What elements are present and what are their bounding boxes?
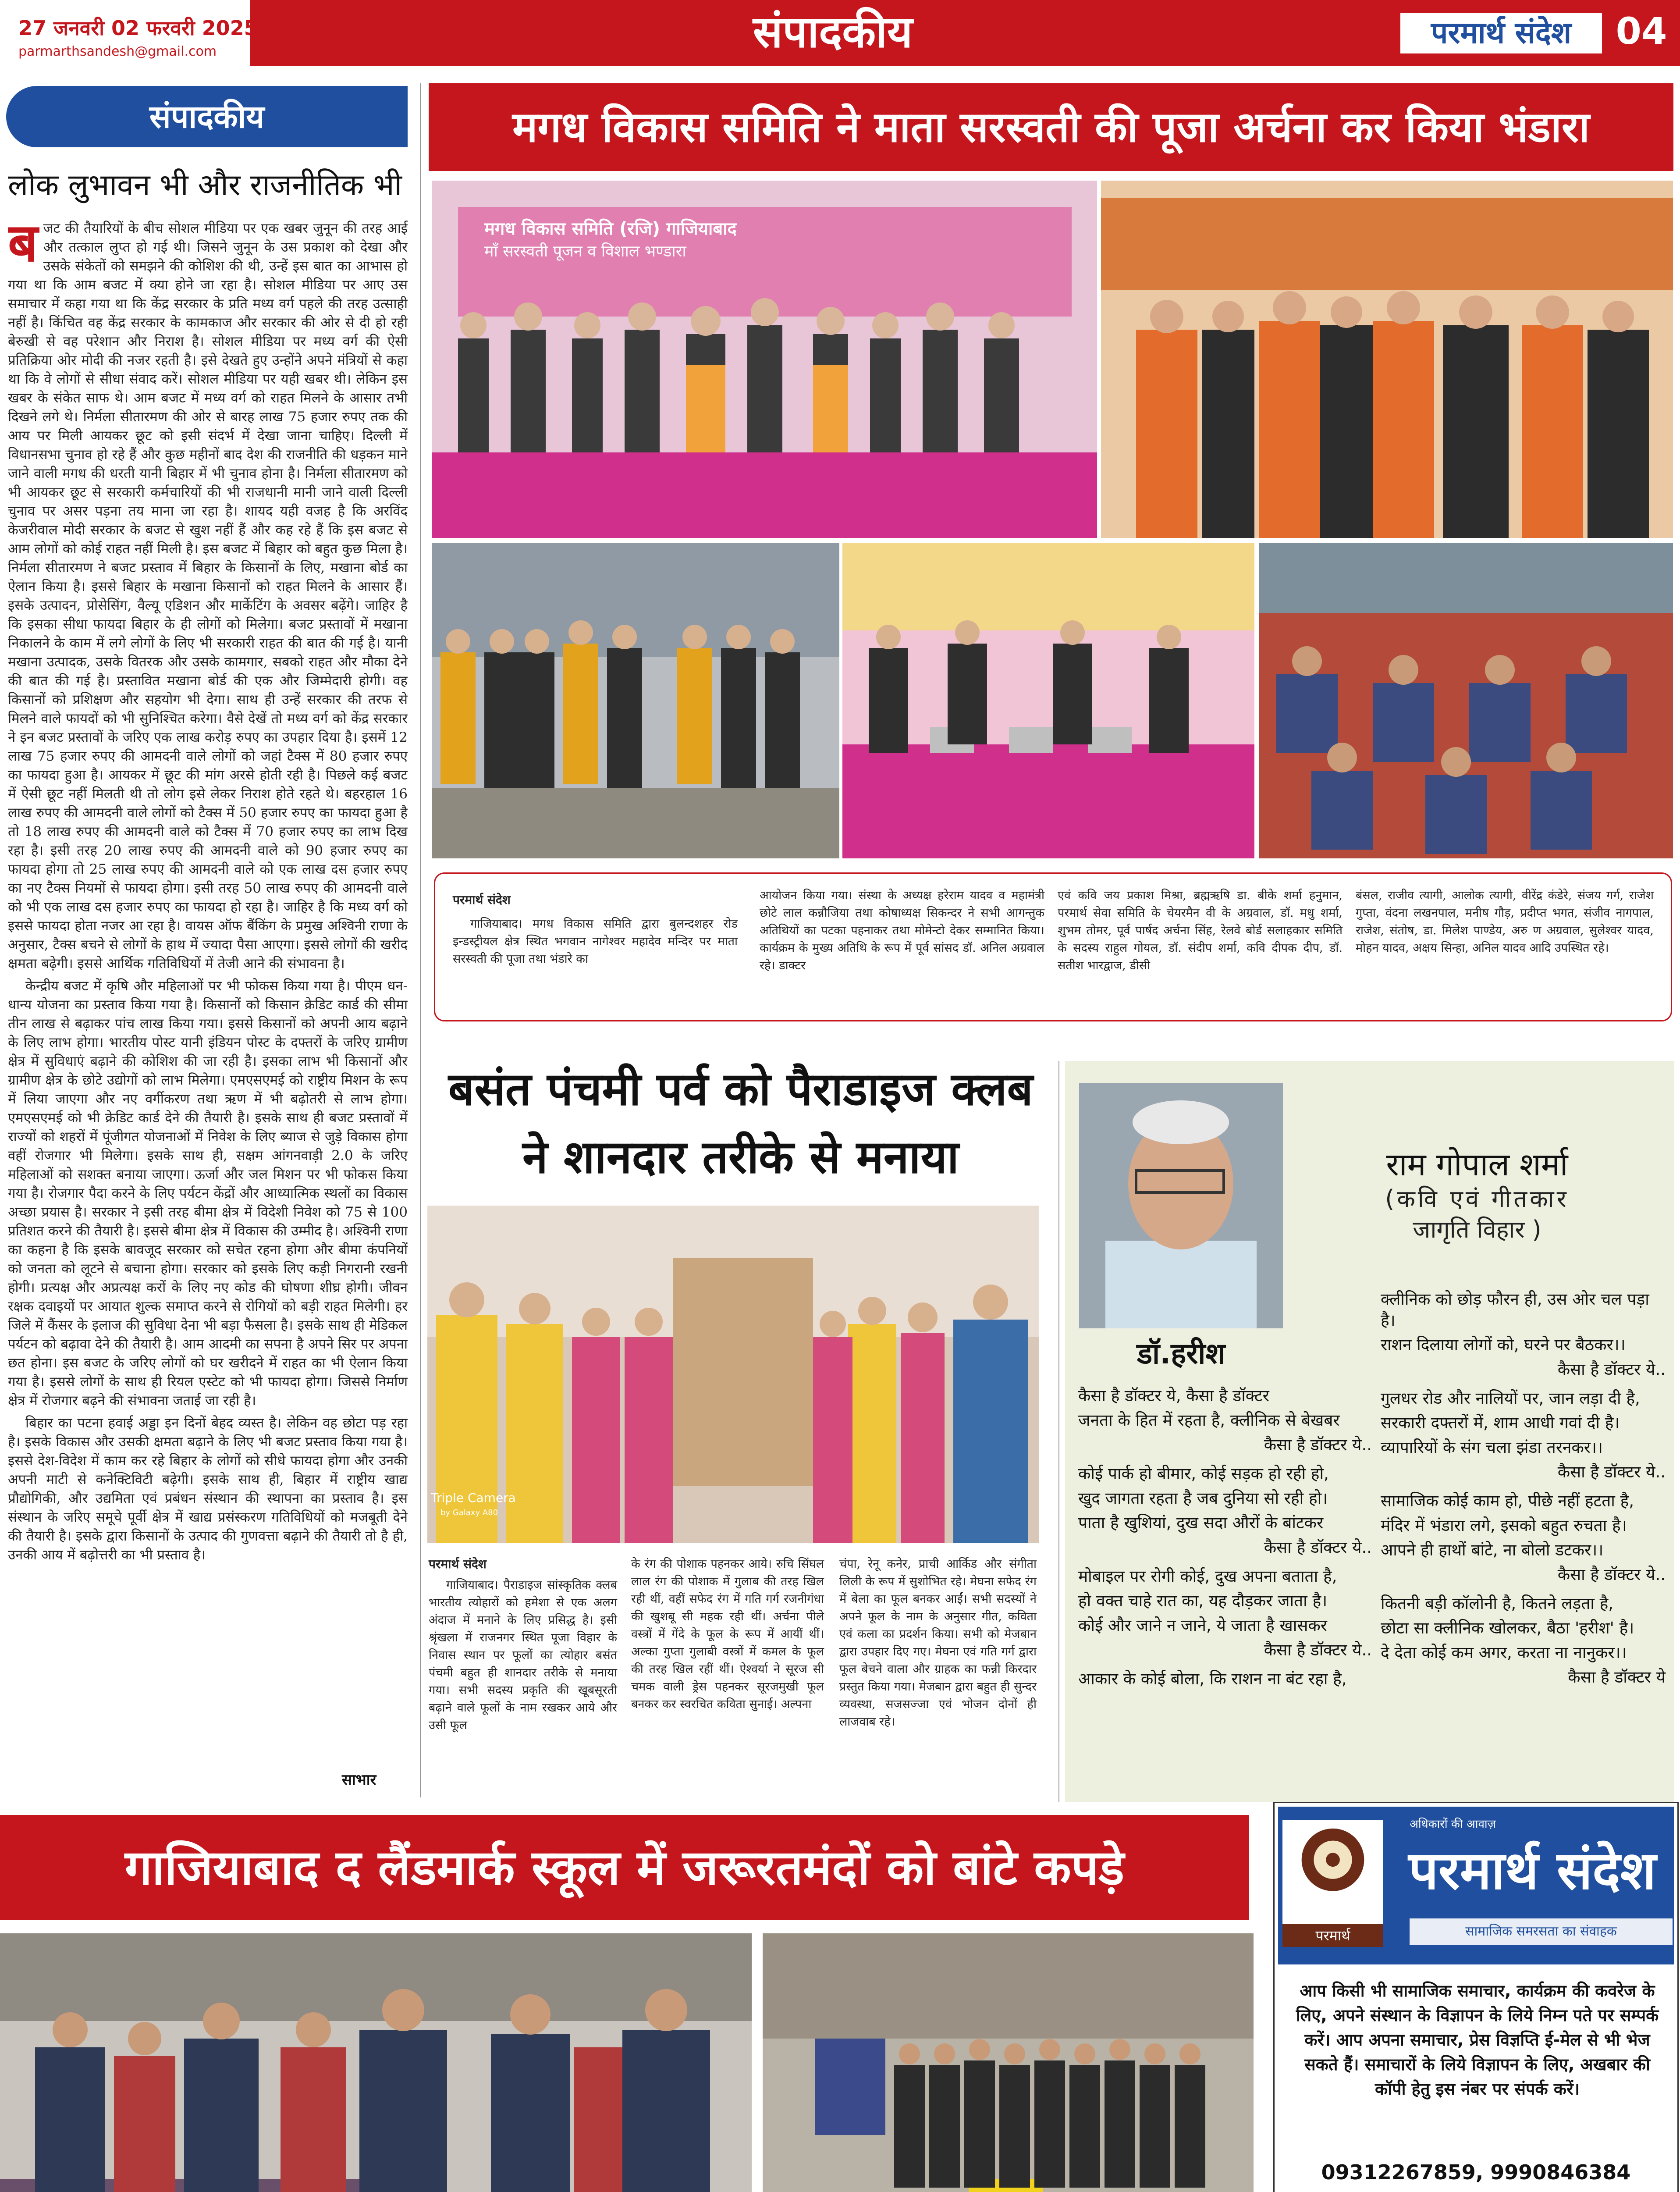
editorial-body	[8, 219, 408, 1793]
poem-line: मोबाइल पर रोगी कोई, दुख अपना बताता है,	[1078, 1567, 1337, 1586]
editorial-paragraph: केन्द्रीय बजट में कृषि और महिलाओं पर भी फोकस किया गया है। पीएम धन-धान्य योजना का प्रस्ताव किया गया है। किसानों को किसान क्रेडिट कार्ड की सीमा तीन लाख से बढ़ाकर पांच लाख किया गया। इससे किसानों को अपनी आय बढ़ाने के लिए लाभ होगा। भारतीय पोस्ट यानी इंडियन पोस्ट के दफ्तरों के जरिए ग्रामीण क्षेत्र में सुविधाएं बढ़ाने की कोशिश की जा रही है। इसका लाभ भी किसानों और ग्रामीण क्षेत्र के छोटे उद्योगों को लाभ मिलेगा। एमएसएमई को राष्ट्रीय मिशन के रूप में लिया जाएगा और नए वर्गीकरण तथा ऋण में भी बढ़ोतरी से लाभ होगा। एमएसएमई को भी क्रेडिट कार्ड देने की तैयारी है। इसके साथ ही बजट प्रस्तावों में राज्यों को शहरों में पूंजीगत योजनाओं में निवेश के लिए ब्याज से जुड़े विकास होगा वहीं रोजगार भी मिलेगा। इसके साथ ही, सक्षम आंगनवाड़ी 2.0 के जरिए महिलाओं को सशक्त बनाया जाएगा। ऊर्जा और जल मिशन पर भी फोकस किया गया है। रोजगार पैदा करने के लिए पर्यटन केंद्रों और आध्यात्मिक स्थलों का विकास अच्छा प्रयास है। सरकार ने इसी तरह बीमा क्षेत्र में विदेशी निवेश को 75 से 100 प्रतिशत करने की तैयारी है। इससे बीमा क्षेत्र में विकास की उम्मीद है। अश्विनी राणा का कहना है कि इसके बावजूद सरकार को सचेत रहना होगा और बीमा कंपनियों को जनता को लूटने से बचाना होगा। सरकार को इसके लिए कड़ी निगरानी रखनी होगी। प्रत्यक्ष और अप्रत्यक्ष करों के लिए नए कोड की घोषणा शीघ्र होगी। जीवन रक्षक दवाइयों पर आयात शुल्क समाप्त करने से रोगियों को बड़ी राहत मिलेगी। हर जिले में कैंसर के इलाज की सुविधा देना भी बड़ा फैसला है। इसके साथ ही मेडिकल पर्यटन को बढ़ावा देने की तैयारी है। आम आदमी का सपना है अपने सिर पर अपना छत होना। इस बजट के जरिए लोगों को घर खरीदने में राहत का भी ऐलान किया गया है। इससे लोगों के साथ ही रियल एस्टेट को भी फायदा होगा। जिससे निर्माण क्षेत्र में रोजगार बढ़ने की संभावना जताई जा रही है।	[8, 978, 408, 1409]
poem-box	[1065, 1061, 1674, 1802]
story3-photo-school	[763, 1933, 1254, 2192]
story1-photo-stage	[432, 181, 1097, 538]
poem-line: सामाजिक कोई काम हो, पीछे नहीं हटता है,	[1381, 1491, 1634, 1510]
editorial-paragraph: जट की तैयारियों के बीच सोशल मीडिया पर एक खबर जुनून की तरह आई और तत्काल लुप्त हो गई थी। जिसने जुनून के उस प्रकाश को देखा और उसके संकेतों को समझने की कोशिश की थी, उन्हें इस बात का आभास हो गया था कि आम बजट में क्या होने जा रहा है। सोशल मीडिया पर आए उस समाचार में कहा गया था कि केंद्र सरकार के प्रति मध्य वर्ग पहले की तरह उत्साही नहीं है। किंचित वह केंद्र सरकार के कामकाज और सरकार की ओर से दी हो रही बेरुखी से वह परेशान और निराश है। सोशल मीडिया पर मध्य वर्ग की ऐसी प्रतिक्रिया ओर मोदी की नजर रहती है। इसे देखते हुए उन्होंने अपने मंत्रियों से कहा था कि वे लोगों से सीधा संवाद करें। सोशल मीडिया पर यही खबर थी। लेकिन इस खबर के संकेत साफ थे। आम बजट में मध्य वर्ग को राहत मिलने के आसार तभी दिखने लगे थे। निर्मला सीतारमण की ओर से बारह लाख 75 हजार रुपए तक की आय पर मिली आयकर छूट को इसी संदर्भ में देखा जाना चाहिए। दिल्ली में विधानसभा चुनाव हो रहे हैं और कुछ महीनों बाद देश की राजनीति की धड़कन माने जाने वाली मगध की धरती यानी बिहार में भी चुनाव होना है। निर्मला सीतारमण को भी आयकर छूट से सरकारी कर्मचारियों की भी राजधानी मानी जाने वाली दिल्ली चुनाव पर असर पड़ना तय माना जा रहा है। शायद यही वजह है कि अरविंद केजरीवाल मोदी सरकार के बजट से खुश नहीं हैं और कह रहे हैं कि इस बजट से आम लोगों को कोई राहत नहीं मिली है। इस बजट में बिहार को बहुत कुछ मिला है। निर्मला सीतारमण ने बजट प्रस्ताव में बिहार के किसानों के लिए, मखाना बोर्ड का ऐलान किया है। इससे बिहार के मखाना किसानों को राहत मिलने के आसार हैं। इसके उत्पादन, प्रोसेसिंग, वैल्यू एडिशन और मार्केटिंग के अवसर बढ़ेंगे। जाहिर है कि इसका सीधा फायदा बिहार के ही लोगों को मिलेगा। बजट प्रस्तावों में मखाना निकालने के काम में लगे लोगों के लिए भी सरकारी राहत की बात की गई है। यानी मखाना उत्पादक, उसके वितरक और उसके कामगार, सबको राहत और मौका देने की बात की गई है। प्रस्तावित मखाना बोर्ड की एक और जिम्मेदारी होगी। वह किसानों को प्रशिक्षण और सहयोग भी देगा। साथ ही उन्हें सरकार की तरफ से मिलने वाले फायदों को भी सुनिश्चित करेगा। वैसे देखें तो मध्य वर्ग को केंद्र सरकार ने इन बजट प्रस्तावों के जरिए एक लाख करोड़ रुपए का उपहार दिया है। इसमें 12 लाख 75 हजार रुपए की आमदनी वाले लोगों को जहां टैक्स में 80 हजार रुपए का फायदा हुआ है। आयकर में छूट की मांग अरसे होती रही है। पिछले कई बजट में ऐसी छूट नहीं मिलती थी तो लोग इसे लेकर निराश होते रहते थे। बहरहाल 16 लाख रुपए की आमदनी वाले लोगों को टैक्स में 50 हजार रुपए का फायदा हुआ है तो 18 लाख रुपए की आमदनी वाले को टैक्स में 70 हजार रुपए का लाभ दिख रहा है। इसी तरह 20 लाख रुपए की आमदनी वाले को 90 हजार रुपए का फायदा होगा तो 25 लाख रुपए की आमदनी वाले को एक लाख दस हजार रुपए का नए टैक्स नियमों से फायदा होगा। इसी तरह 50 लाख रुपए की आमदनी वाले को भी एक लाख दस हजार रुपए का फायदा हो रहा है। जाहिर है कि मध्य वर्ग को इससे फायदा होता नजर आ रहा है। वायस ऑफ बैंकिंग के प्रमुख अश्विनी राणा के अनुसार, टैक्स बचने से लोगों के हाथ में ज्यादा पैसा आएगा। इससे लोगों की खरीद क्षमता बढ़ेगी। इससे आर्थिक गतिविधियों में तेजी आने की संभावना है।	[8, 221, 408, 971]
poem-left-column	[1078, 1385, 1372, 1693]
masthead	[0, 0, 1680, 66]
poem-line: पाता है खुशियां, दुख सदा औरों के बांटकर	[1078, 1513, 1324, 1532]
story1-photo-children	[1259, 543, 1673, 858]
ad-topline: अधिकारों की आवाज़	[1410, 1818, 1496, 1831]
poem-line: खुद जागता रहता है जब दुनिया सो रही हो।	[1078, 1489, 1328, 1508]
poem-line: दे देता कोई कम अगर, करता ना नानुकर।।	[1381, 1643, 1627, 1662]
ad-title: परमार्थ संदेश	[1408, 1840, 1656, 1901]
poem-refrain: कैसा है डॉक्टर ये	[1568, 1668, 1666, 1687]
poem-line: राशन दिलाया लोगों को, घरने पर बैठकर।।	[1381, 1335, 1626, 1354]
poem-line: कोई पार्क हो बीमार, कोई सड़क हो रही हो,	[1078, 1464, 1329, 1483]
banner-text-line1: मगध विकास समिति (रजि) गाजियाबाद	[484, 219, 737, 239]
ad-box	[1273, 1802, 1679, 2192]
story1-headline: मगध विकास समिति ने माता सरस्वती की पूजा अर्चना कर किया भंडारा	[429, 83, 1673, 171]
story2-headline-line1: बसंत पंचमी पर्व को पैराडाइज क्लब	[448, 1062, 1033, 1116]
story2-photo	[427, 1206, 1039, 1543]
story2-byline: परमार्थ संदेश	[429, 1557, 487, 1571]
poem-refrain: कैसा है डॉक्टर ये..	[1557, 1360, 1666, 1379]
poem-line: मंदिर में भंडारा लगे, इसको बहुत रुचता है।	[1381, 1516, 1627, 1535]
editorial-paragraph: बिहार का पटना हवाई अड्डा इन दिनों बेहद व्यस्त है। लेकिन वह छोटा पड़ रहा है। इसके विकास और उसकी क्षमता बढ़ाने के लिए भी बजट प्रस्ताव किया गया है। इससे देश-विदेश में काम कर रहे बिहार के लोगों को सीधे फायदा होगा और उनकी अपनी माटी से कनेक्टिविटी बढ़ेगी। इसके साथ ही, बिहार में राष्ट्रीय खाद्य प्रौद्योगिकी, और उद्यमिता एवं प्रबंधन संस्थान की स्थापना का प्रस्ताव है। इस संस्थान के जरिए समूचे पूर्वी क्षेत्र में खाद्य प्रसंस्करण गतिविधियों को मजबूती देने की तैयारी है। इसके द्वारा किसानों के उत्पाद की गुणवत्ता बढ़ाने की तैयारी तो है ही, उनकी आय में बढ़ोत्तरी का भी प्रस्ताव है।	[8, 1415, 408, 1563]
editorial-label: संपादकीय	[6, 86, 408, 147]
ad-banner	[1278, 1807, 1674, 1964]
poet-portrait	[1079, 1083, 1283, 1328]
poem-line: क्लीनिक को छोड़ फौरन ही, उस ओर चल पड़ा है।	[1381, 1290, 1649, 1330]
photo-watermark-line2: by Galaxy A80	[440, 1508, 498, 1517]
poem-line: छोटा सा क्लीनिक खोलकर, बैठा 'हरीश' है।	[1381, 1619, 1634, 1637]
poem-refrain: कैसा है डॉक्टर ये..	[1264, 1435, 1372, 1454]
poem-refrain: कैसा है डॉक्टर ये..	[1557, 1463, 1666, 1481]
masthead-email: parmarthsandesh@gmail.com	[18, 44, 217, 59]
poem-refrain: कैसा है डॉक्टर ये..	[1557, 1565, 1666, 1584]
photo-watermark-line1: Triple Camera	[431, 1491, 516, 1505]
poem-line: आपने ही हाथों बांटे, ना बोलो डटकर।।	[1381, 1541, 1604, 1559]
issue-date: 27 जनवरी 02 फरवरी 2025	[18, 16, 258, 40]
story1-col-3: एवं कवि जय प्रकाश मिश्रा, ब्रह्मऋषि डा. बीके शर्मा हनुमान, परमार्थ सेवा समिति के चेयरमैन वी के अग्रवाल, डॉ. मधु शर्मा, शुभम तोमर, पूर्व पार्षद अर्चना सिंह, रेलवे बोर्ड सलाहकार समिति के सदस्य राहुल गोयल, डॉ. संदीप शर्मा, कवि दीपक दीप, डॉ. सतीश भारद्वाज, डीसी	[1058, 889, 1343, 972]
editorial-dropcap: ब	[8, 219, 38, 274]
poem-right-column	[1381, 1289, 1666, 1696]
story1-byline: परमार्थ संदेश	[453, 893, 511, 907]
poem-line: कितनी बड़ी कॉलोनी है, कितने लड़ता है,	[1381, 1594, 1614, 1613]
ad-subtitle: सामाजिक समरसता का संवाहक	[1410, 1918, 1673, 1945]
poem-line: जनता के हित में रहता है, क्लीनिक से बेखबर	[1078, 1411, 1340, 1430]
story1-textbox	[434, 872, 1672, 1021]
story2-col-3: चंपा, रेनू कनेर, प्राची आर्किड और संगीता लिली के रूप में सुशोभित रहे। मेघना सफेद रंग में बेला का फूल बनकर आईं। सभी सदस्यों ने अपने फूल के नाम के अनुसार गीत, कविता एवं कला का प्रदर्शन किया। सभी को मेजबान द्वारा उपहार दिए गए। मेघना एवं गति गर्ग द्वारा फूल बेचने वाला और ग्राहक का फन्नी किरदार प्रस्तुत किया गया। मेजबान द्वारा बहुत ही सुन्दर व्यवस्था, सजसज्जा एवं भोजन दोनों ही लाजवाब रहे।	[839, 1557, 1037, 1729]
poet-name: राम गोपाल शर्मा	[1386, 1146, 1568, 1183]
editorial-title: लोक लुभावन भी और राजनीतिक भी	[8, 168, 402, 203]
story2-col-2: के रंग की पोशाक पहनकर आये। रुचि सिंघल लाल रंग की पोशाक में गुलाब की तरह खिल रही थीं, वहीं सफेद रंग में गति गर्ग रजनीगंधा की खुशबू सी महक रही थीं। अर्चना पीले वस्त्रों में गेंदे के फूल के रूप में आयीं थीं। अल्का गुप्ता गुलाबी वस्त्रों में कमल के फूल की तरह खिल रहीं थीं। ऐश्वर्या ने सूरज सी चमक वाली ड्रेस पहनकर सूरजमुखी फूल बनकर कर स्वरचित कविता सुनाई। अल्पना	[631, 1557, 824, 1711]
story3-photo-distribution	[0, 1933, 752, 2192]
poem-line: सरकारी दफ्तरों में, शाम आधी गवां दी है।	[1381, 1413, 1620, 1432]
masthead-date-block	[0, 0, 258, 66]
poem-title: डॉ.हरीश	[1137, 1337, 1225, 1370]
ad-phones: 09312267859, 9990846384	[1321, 2160, 1631, 2184]
story1-col-2: आयोजन किया गया। संस्था के अध्यक्ष हरेराम यादव व महामंत्री छोटे लाल कन्नौजिया तथा कोषाध्यक्ष सिकन्दर ने सभी आगन्तुक अतिथियों का पटका पहनाकर तथा मोमेन्टो देकर सम्मानित किया। कार्यक्रम के मुख्य अतिथि के रूप में पूर्व सांसद डॉ. अनिल अग्रवाल रहे। डाक्टर	[760, 889, 1044, 972]
story2-col-1: गाजियाबाद। पैराडाइज सांस्कृतिक क्लब भारतीय त्योहारों को हमेशा से एक अलग अंदाज में मनाने के लिए प्रसिद्ध है। इसी श्रृंखला में राजनगर स्थित पूजा विहार के निवास स्थान पर फूलों का त्योहार बसंत पंचमी बहुत ही शानदार तरीके से मनाया गया। सभी सदस्य प्रकृति की खूबसूरती बढ़ाने वाले फूलों के नाम रखकर आये और उसी फूल	[429, 1578, 617, 1732]
banner-text-line2: माँ सरस्वती पूजन व विशाल भण्डारा	[484, 242, 686, 260]
story2-headline-line2: ने शानदार तरीके से मनाया	[522, 1130, 959, 1184]
column-divider	[1058, 1061, 1059, 1802]
section-title: संपादकीय	[753, 6, 913, 57]
poem-refrain: कैसा है डॉक्टर ये..	[1264, 1640, 1372, 1659]
story1-photo-bhandara	[842, 543, 1254, 858]
column-divider	[420, 83, 421, 1797]
poem-line: कैसा है डॉक्टर ये, कैसा है डॉक्टर	[1078, 1386, 1269, 1405]
ad-body: आप किसी भी सामाजिक समाचार, कार्यक्रम की कवरेज के लिए, अपने संस्थान के विज्ञापन के लिये निम्न पते पर सम्पर्क करें। आप अपना समाचार, प्रेस विज्ञप्ति ई-मेल से भी भेज सकते हैं। समाचारों के लिये विज्ञापन के लिए, अखबार की कॉपी हेतु इस नंबर पर संपर्क करें।	[1296, 1981, 1659, 2099]
poem-refrain: कैसा है डॉक्टर ये..	[1264, 1538, 1372, 1557]
editorial-credit: साभार	[342, 1771, 376, 1789]
poem-line: हो वक्त चाहे रात का, यह दौड़कर जाता है।	[1078, 1591, 1328, 1610]
page-number: 04	[1616, 10, 1667, 53]
poem-line: कोई और जाने न जाने, ये जाता है खासकर	[1078, 1616, 1327, 1635]
poem-line: गुलधर रोड और नालियों पर, जान लड़ा दी है,	[1381, 1389, 1640, 1408]
poem-line: आकार के कोई बोला, कि राशन ना बंट रहा है,	[1078, 1669, 1347, 1688]
logo-word: परमार्थ	[1282, 1924, 1383, 1947]
masthead-brand: परमार्थ संदेश	[1400, 13, 1602, 53]
poet-place: जागृति विहार )	[1413, 1216, 1541, 1243]
story3-headline: गाजियाबाद द लैंडमार्क स्कूल में जरूरतमंदों को बांटे कपड़े	[0, 1815, 1249, 1920]
story1-col-1: गाजियाबाद। मगध विकास समिति द्वारा बुलन्दशहर रोड इन्डस्ट्रीयल क्षेत्र स्थित भगवान नागेश्वर महादेव मन्दिर पर माता सरस्वती की पूजा तथा भंडारे का	[453, 917, 738, 966]
story1-col-4: बंसल, राजीव त्यागी, आलोक त्यागी, वीरेंद्र कंडेरे, संजय गर्ग, राजेश गुप्ता, वंदना लखनपाल, मनीष गौड़, प्रदीप्त भगत, संजीव नागपाल, राजेश, संतोष, डा. मिलेश पाण्डेय, अरु ण अग्रवाल, सुलेश्वर यादव, मोहन यादव, अक्षय सिन्हा, अनिल यादव आदि उपस्थित रहे।	[1356, 889, 1654, 955]
story1-photo-street	[432, 543, 839, 858]
poem-line: व्यापारियों के संग चला झंडा तरनकर।।	[1381, 1438, 1603, 1457]
story1-photo-group	[1101, 181, 1673, 538]
poet-description: (कवि एवं गीतकार	[1385, 1185, 1569, 1213]
brand-logo	[1282, 1820, 1383, 1947]
